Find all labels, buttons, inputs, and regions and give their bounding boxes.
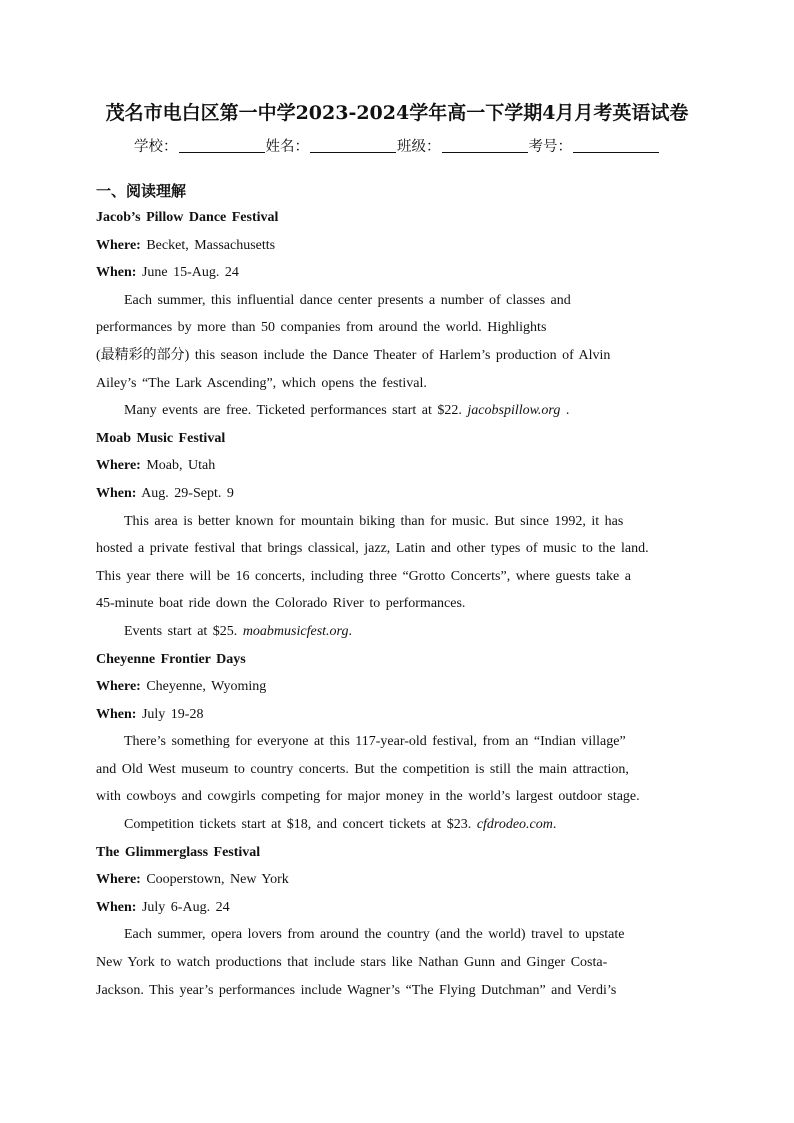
festival-block bbox=[96, 646, 696, 839]
festival-when bbox=[96, 480, 696, 508]
ticket-text: Events start at $25. bbox=[124, 623, 238, 639]
paragraph-line: This area is better known for mountain biking than for music. But since 1992, it has bbox=[124, 513, 624, 529]
name-label: 姓名： bbox=[265, 139, 309, 155]
where-label: Where: bbox=[96, 872, 141, 888]
when-label: When: bbox=[96, 485, 137, 501]
website-link[interactable]: moabmusicfest.org bbox=[242, 623, 349, 639]
festival-block bbox=[96, 425, 696, 646]
when-label: When: bbox=[96, 899, 137, 915]
school-blank[interactable] bbox=[179, 138, 265, 153]
page-title: 茂名市电白区第一中学2023-2024学年高一下学期4月月考英语试卷 bbox=[105, 102, 689, 124]
student-info-line bbox=[0, 135, 794, 156]
where-label: Where: bbox=[96, 679, 141, 695]
festival-where bbox=[96, 866, 696, 894]
website-link[interactable]: cfdrodeo.com bbox=[476, 817, 553, 833]
section-title: 一、阅读理解 bbox=[96, 182, 187, 200]
when-value: July 19-28 bbox=[141, 706, 204, 722]
paragraph-line: Jackson. This year’s performances include Wagner’s “The Flying Dutchman” and Verdi’s bbox=[96, 982, 617, 998]
where-value: Cooperstown, New York bbox=[146, 872, 289, 888]
festival-when bbox=[96, 894, 696, 922]
paragraph-line: Each summer, opera lovers from around the country (and the world) travel to upstate bbox=[124, 927, 625, 943]
when-value: June 15-Aug. 24 bbox=[141, 265, 239, 281]
when-label: When: bbox=[96, 265, 137, 281]
festival-where bbox=[96, 673, 696, 701]
paragraph-line: 45-minute boat ride down the Colorado River to performances. bbox=[96, 596, 466, 612]
ticket-line bbox=[96, 618, 696, 646]
festival-where bbox=[96, 232, 696, 260]
festival-when bbox=[96, 701, 696, 729]
number-blank[interactable] bbox=[573, 138, 659, 153]
where-value: Becket, Massachusetts bbox=[146, 237, 276, 253]
paragraph-line: There’s something for everyone at this 117-year-old festival, from an “Indian village” bbox=[124, 734, 626, 750]
where-value: Moab, Utah bbox=[146, 458, 216, 474]
festival-where bbox=[96, 452, 696, 480]
ticket-line bbox=[96, 811, 696, 839]
when-value: July 6-Aug. 24 bbox=[141, 899, 230, 915]
when-label: When: bbox=[96, 706, 137, 722]
site-suffix: . bbox=[348, 623, 352, 639]
paragraph-line: and Old West museum to country concerts. But the competition is still the main attraction, bbox=[96, 761, 629, 777]
school-label: 学校： bbox=[134, 139, 178, 155]
where-label: Where: bbox=[96, 458, 141, 474]
ticket-line bbox=[96, 397, 696, 425]
festival-name: Moab Music Festival bbox=[96, 430, 226, 446]
festival-name: The Glimmerglass Festival bbox=[96, 844, 261, 860]
ticket-text: Many events are free. Ticketed performances start at $22. bbox=[124, 403, 462, 419]
paragraph-line: Each summer, this influential dance center presents a number of classes and bbox=[124, 292, 571, 308]
paragraph-line: New York to watch productions that include stars like Nathan Gunn and Ginger Costa- bbox=[96, 955, 608, 971]
festival-block bbox=[96, 204, 696, 425]
when-value: Aug. 29-Sept. 9 bbox=[141, 485, 234, 501]
paragraph-line: Ailey’s “The Lark Ascending”, which opens the festival. bbox=[96, 375, 427, 391]
website-link[interactable]: jacobspillow.org bbox=[467, 403, 561, 419]
site-suffix: . bbox=[560, 403, 570, 419]
festival-block bbox=[96, 839, 696, 1005]
festival-name: Jacob’s Pillow Dance Festival bbox=[96, 210, 279, 225]
class-blank[interactable] bbox=[442, 138, 528, 153]
name-blank[interactable] bbox=[310, 138, 396, 153]
festival-name: Cheyenne Frontier Days bbox=[96, 651, 246, 667]
paragraph-line: This year there will be 16 concerts, including three “Grotto Concerts”, where guests take a bbox=[96, 568, 631, 584]
festival-when bbox=[96, 259, 696, 287]
number-label: 考号： bbox=[528, 139, 572, 155]
site-suffix: . bbox=[552, 817, 557, 833]
paragraph-line: hosted a private festival that brings classical, jazz, Latin and other types of music to the land. bbox=[96, 541, 649, 557]
ticket-text: Competition tickets start at $18, and concert tickets at $23. bbox=[124, 817, 472, 833]
class-label: 班级： bbox=[397, 139, 441, 155]
where-label: Where: bbox=[96, 237, 141, 253]
paragraph-line: performances by more than 50 companies from around the world. Highlights bbox=[96, 320, 547, 336]
paragraph-line: (最精彩的部分) this season include the Dance Theater of Harlem’s production of Alvin bbox=[96, 347, 611, 363]
reading-section bbox=[96, 178, 696, 1004]
paragraph-line: with cowboys and cowgirls competing for major money in the world’s largest outdoor stage. bbox=[96, 789, 640, 805]
where-value: Cheyenne, Wyoming bbox=[146, 679, 267, 695]
